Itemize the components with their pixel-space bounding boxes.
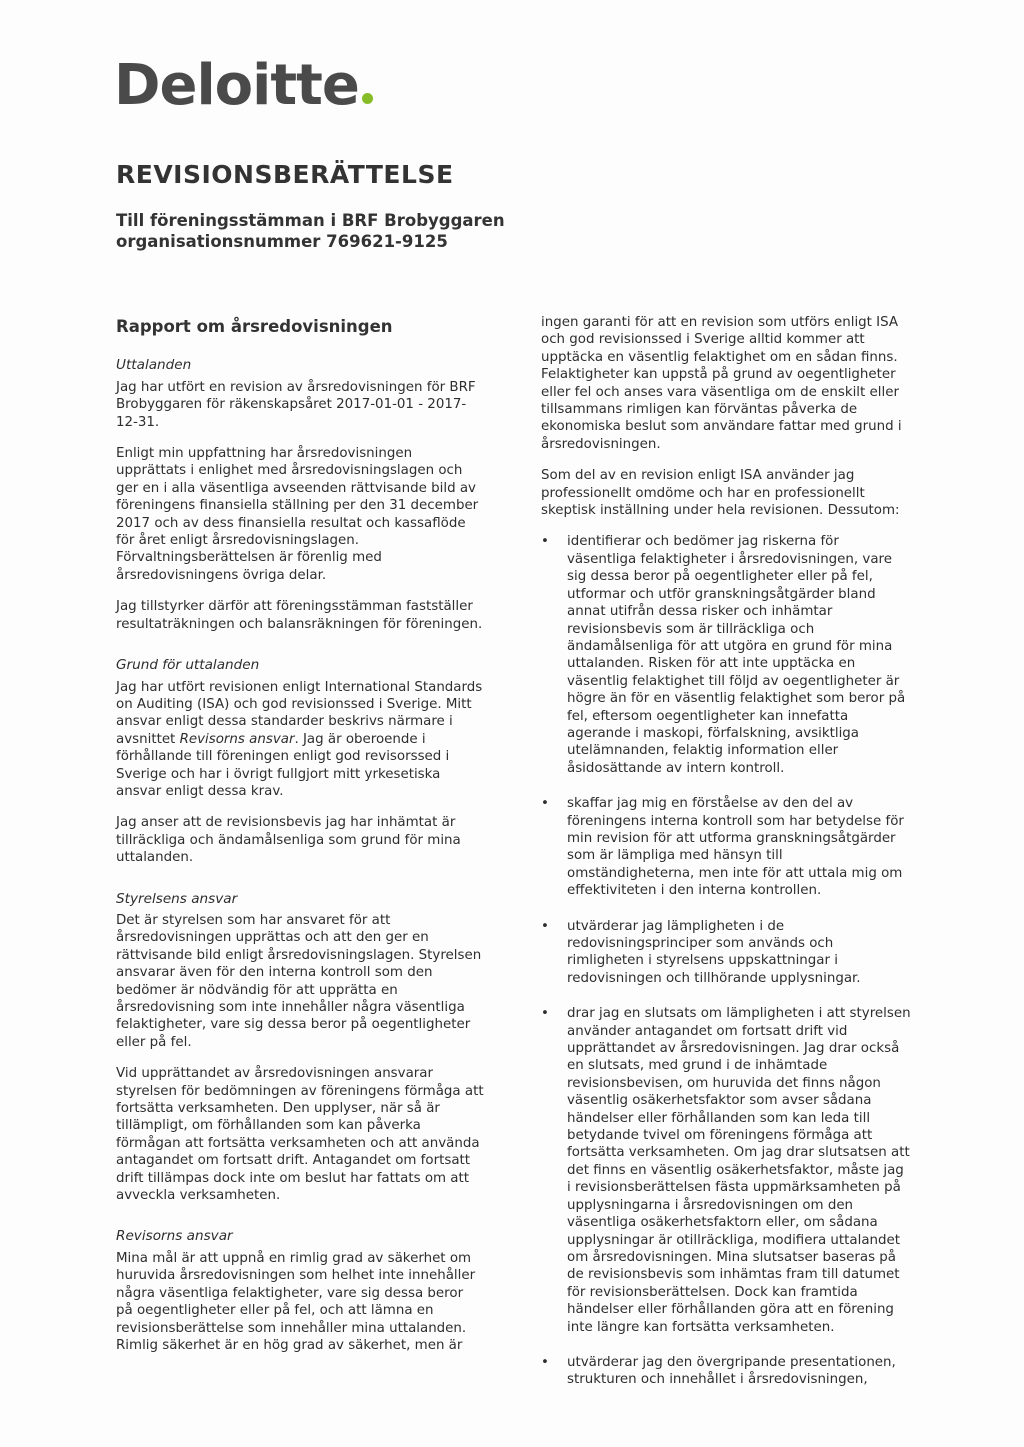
subheading-revisorn: Revisorns ansvar: [116, 1228, 233, 1245]
paragraph: ingen garanti för att en revision som utförs enligt ISA och god revisionssed i Sverige alltid kommer att upptäcka en väsentlig felaktighet om en sådan finns. Felaktigheter kan uppstå på grund av oegentligheter eller fel och anses vara väsentliga om de enskilt eller tillsammans rimligen kan förväntas påverka de ekonomiska beslut som användare fattar med grund i årsredovisningen.: [541, 315, 902, 452]
document-title: REVISIONSBERÄTTELSE: [116, 160, 454, 189]
addressee-line-1: Till föreningsstämman i BRF Brobyggaren: [116, 211, 505, 230]
subheading-styrelsen: Styrelsens ansvar: [116, 890, 238, 907]
paragraph: Vid upprättandet av årsredovisningen ansvarar styrelsen för bedömningen av föreningens förmåga att fortsätta verksamheten. Den upplyser, när så är tillämpligt, om förhållanden som kan påverka förmågan att fortsätta verksamheten och att använda antagandet om fortsatt drift. Antagandet om fortsatt drift tillämpas dock inte om beslut har fattats om att avveckla verksamheten.: [116, 1066, 484, 1204]
subheading-grund: Grund för uttalanden: [116, 657, 260, 674]
paragraph: Enligt min uppfattning har årsredovisningen upprättats i enlighet med årsredovisningslagen och ger en i alla väsentliga avseenden rättvisande bild av föreningens finansiella ställning per den 31 december 2017 och av dess finansiella resultat och kassaflöde för året enligt årsredovisningslagen. Förvaltningsberättelsen är förenlig med årsredovisningens övriga delar.: [116, 446, 479, 583]
list-item: • utvärderar jag den övergripande presentationen, strukturen och innehållet i årsredovisningen,: [541, 1354, 911, 1389]
left-column: [116, 318, 484, 1368]
section-title: Rapport om årsredovisningen: [116, 317, 393, 336]
list-item: • drar jag en slutsats om lämpligheten i att styrelsen använder antagandet om fortsatt drift vid upprättandet av årsredovisningen. Jag drar också en slutsats, med grund i de inhämtade revisionsbevisen, om huruvida det finns någon väsentlig osäkerhetsfaktor som avser sådana händelser eller förhållanden som kan leda till betydande tvivel om föreningens förmåga att fortsätta verksamheten. Om jag drar slutsatsen att det finns en väsentlig osäkerhetsfaktor, måste jag i revisionsberättelsen fästa uppmärksamheten på upplysningarna i årsredovisningen om den väsentliga osäkerhetsfaktorn eller, om sådana upplysningar är otillräckliga, modifiera uttalandet om årsredovisningen. Mina slutsatser baseras på de revisionsbevis som inhämtas fram till datumet för revisionsberättelsen. Dock kan framtida händelser eller förhållanden göra att en förening inte längre kan fortsätta verksamheten.: [541, 1005, 911, 1336]
paragraph: Mina mål är att uppnå en rimlig grad av säkerhet om huruvida årsredovisningen som helhet inte innehåller några väsentliga felaktigheter, vare sig dessa beror på oegentligheter eller på fel, och att lämna en revisionsberättelse som innehåller mina uttalanden. Rimlig säkerhet är en hög grad av säkerhet, men är: [116, 1250, 476, 1353]
paragraph: Som del av en revision enligt ISA använder jag professionellt omdöme och har en professionellt skeptisk inställning under hela revisionen. Dessutom:: [541, 468, 900, 519]
paragraph: Jag tillstyrker därför att föreningsstämman fastställer resultaträkningen och balansräkningen för föreningen.: [116, 599, 483, 632]
reference-revisorns-ansvar: Revisorns ansvar: [179, 731, 295, 747]
list-item: • utvärderar jag lämpligheten i de redovisningsprinciper som används och rimligheten i styrelsens uppskattningar i redovisningen och tillhörande upplysningar.: [541, 918, 911, 988]
paragraph: Det är styrelsen som har ansvaret för att årsredovisningen upprättas och att den ger en rättvisande bild enligt årsredovisningslagen. Styrelsen ansvarar även för den interna kontroll som den bedömer är nödvändig för att upprätta en årsredovisning som inte innehåller några väsentliga felaktigheter, vare sig dessa beror på oegentligheter eller på fel.: [116, 912, 482, 1050]
paragraph: Jag anser att de revisionsbevis jag har inhämtat är tillräckliga och ändamålsenliga som grund för mina uttalanden.: [116, 815, 461, 866]
subheading-uttalanden: Uttalanden: [116, 357, 192, 374]
paragraph: Jag har utfört en revision av årsredovisningen för BRF Brobyggaren för räkenskapsåret 2017-01-01 - 2017-12-31.: [116, 379, 476, 430]
logo-dot-icon: [362, 93, 373, 104]
addressee: [116, 210, 505, 252]
deloitte-logo: Deloitte: [114, 58, 373, 114]
right-column: [541, 314, 911, 1407]
paragraph: Jag har utfört revisionen enligt International Standards on Auditing (ISA) och god revisionssed i Sverige. Mitt ansvar enligt dessa standarder beskrivs närmare i avsnittet Revisorns ansvar. Jag är oberoende i förhållande till föreningen enligt god revisorssed i Sverige och har i övrigt fullgjort mitt yrkesetiska ansvar enligt dessa krav.: [116, 679, 483, 799]
bullet-list: [541, 533, 911, 1388]
list-item: • skaffar jag mig en förståelse av den del av föreningens interna kontroll som har betydelse för min revision för att utforma granskningsåtgärder som är lämpliga med hänsyn till omständigheterna, men inte för att uttala mig om effektiviteten i den interna kontrollen.: [541, 795, 911, 899]
addressee-line-2: organisationsnummer 769621-9125: [116, 232, 448, 251]
list-item: • identifierar och bedömer jag riskerna för väsentliga felaktigheter i årsredovisningen, vare sig dessa beror på oegentligheter eller på fel, utformar och utför granskningsåtgärder bland annat utifrån dessa risker och inhämtar revisionsbevis som är tillräckliga och ändamålsenliga för att utgöra en grund för mina uttalanden. Risken för att inte upptäcka en väsentlig felaktighet till följd av oegentligheter är högre än för en väsentlig felaktighet som beror på fel, eftersom oegentligheter kan innefatta agerande i maskopi, förfalskning, avsiktliga utelämnanden, felaktig information eller åsidosättande av intern kontroll.: [541, 533, 911, 777]
